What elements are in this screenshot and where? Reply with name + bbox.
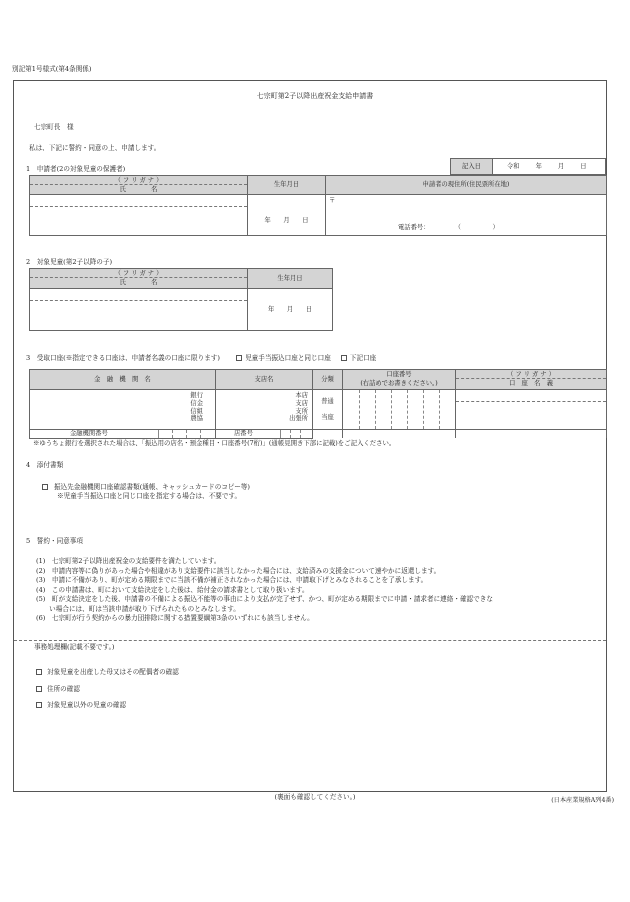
pledge-item: (4) この申請書は、町において支給決定をした後は、給付金の請求書として取り扱います。 [36,585,309,594]
section3-heading [26,355,376,363]
branch-type-label: 本店 [295,392,308,399]
attachment-item[interactable] [42,484,250,492]
account-number-note: (右詰めでお書きください。) [360,380,438,387]
section2-heading: 2 対象児童(第2子以降の子) [26,258,113,266]
paper-size-note: (日本産業規格A列4番) [551,797,614,804]
applicant-name-header: 氏 名 [119,186,158,193]
pledge-item: (5) 町が支給決定をした後、申請書の不備による振込不能等の事由により支払が完了せず、かつ、町が定める期限までに申請・請求者に連絡・確認できな [36,595,493,603]
section1-heading: 1 申請者(2の対象児童の保護者) [26,165,126,173]
day-label: 日 [580,162,587,170]
applicant-address-input[interactable] [326,195,607,236]
holder-furigana-header: （ フ リ ガ ナ ） [456,370,606,379]
year-label: 年 [535,162,542,170]
bank-name-input[interactable] [30,390,216,430]
bank-code-cell[interactable] [30,430,216,439]
account-type-header: 分類 [313,370,343,390]
postal-mark: 〒 [329,197,336,204]
option-below-account-label: 下記口座 [349,354,377,362]
bank-code-label: 金融機関番号 [70,430,108,437]
bank-type-label: 信組 [190,407,203,415]
section4-heading: 4 添付書類 [26,461,64,469]
pledge-item: (1) 七宗町第2子以降出産祝金の支給要件を満たしています。 [36,557,221,565]
account-type-label: 普通 [321,397,334,405]
section5-heading: 5 誓約・同意事項 [26,537,83,545]
option-below-account[interactable] [341,354,376,362]
footer-note: (裏面も確認してください。) [274,793,356,801]
yucho-note: ※ゆうちょ銀行を選択された場合は、「振込用の店名・預金種目・口座番号(7桁)」(通帳見開き下部に記載)をご記入ください。 [33,439,396,447]
child-name-header: 氏 名 [119,279,158,286]
era-label: 令和 [507,162,520,170]
office-check-label: 対象児童以外の児童の確認 [47,701,127,709]
child-birthdate-header: 生年月日 [248,269,333,289]
account-type-cell[interactable] [313,390,343,430]
option-same-account-label: 児童手当振込口座と同じ口座 [245,354,331,362]
intro-text: 私は、下記に誓約・同意の上、申請します。 [29,144,161,152]
account-number-header: 口座番号 [386,371,412,378]
account-type-label: 当座 [321,413,334,421]
checkbox-icon [341,355,347,361]
checkbox-icon [36,702,42,708]
branch-type-label: 出張所 [289,415,308,423]
applicant-name-input[interactable] [30,207,247,235]
attachment-item-label: 振込先金融機関口座確認書類(通帳、キャッシュカードのコピー等) [54,483,250,491]
month-label: 月 [557,162,565,170]
child-table [29,268,333,331]
branch-name-header: 支店名 [216,370,313,390]
attachment-note: ※児童手当振込口座と同じ口座を指定する場合は、不要です。 [57,492,242,500]
bank-type-label: 農協 [190,415,203,423]
office-check-label: 住所の確認 [47,685,80,693]
section3-heading-text: 3 受取口座(※指定できる口座は、申請者名義の口座に限ります) [26,354,220,362]
child-furigana-input[interactable] [30,289,247,301]
pledge-item: い場合には、町は当該申請が取り下げられたものとみなします。 [36,604,240,613]
branch-name-input[interactable] [216,390,313,430]
applicant-table [29,175,607,236]
pledge-list [36,557,493,624]
office-heading: 事務処理欄(記載不要です。) [34,643,115,651]
branch-code-label: 店番号 [234,430,253,437]
applicant-address-header: 申請者の現住所(住民票所在地) [326,176,607,195]
checkbox-icon [36,686,42,692]
entry-date-field[interactable] [493,159,606,175]
checkbox-icon [42,484,48,490]
bank-type-label: 信金 [190,399,203,407]
child-name-input[interactable] [30,301,247,330]
checkbox-icon [36,669,42,675]
office-check[interactable] [36,669,179,677]
entry-date-label: 記入日 [451,159,493,175]
bank-name-header: 金 融 機 関 名 [30,370,216,390]
checkbox-icon [236,355,242,361]
office-check[interactable] [36,702,126,710]
pledge-item: (2) 申請内容等に偽りがあった場合や相違があり支給要件に該当しなかった場合には、支給済みの支援金について速やかに返還します。 [36,566,441,575]
account-number-input[interactable] [343,390,456,430]
phone-label: 電話番号： （ ） [398,224,499,232]
option-same-account[interactable] [236,354,331,362]
entry-date-table [450,158,606,175]
pledge-item: (3) 申請に不備があり、町が定める期限までに当該不備が補正されなかった場合には、申請取下げとみなされることを了承します。 [36,576,428,584]
child-birthdate-input[interactable]: 年 月 日 [248,289,333,331]
bank-type-label: 銀行 [190,392,203,399]
applicant-furigana-header: （ フ リ ガ ナ ） [30,176,247,185]
addressee: 七宗町長 様 [34,123,74,131]
pledge-item: (6) 七宗町が行う契約からの暴力団排除に関する措置要綱第3条のいずれにも該当しません。 [36,614,314,622]
applicant-furigana-input[interactable] [30,195,247,207]
applicant-birthdate-input[interactable]: 年 月 日 [248,195,326,236]
form-id: 別記第1号様式(第4条関係) [12,65,92,73]
office-check[interactable] [36,686,80,694]
holder-input[interactable] [456,390,607,430]
office-divider [14,640,606,641]
branch-code-cell[interactable] [216,430,313,439]
branch-type-label: 支店 [295,399,308,407]
branch-type-label: 支所 [295,407,308,415]
child-furigana-header: （ フ リ ガ ナ ） [30,269,247,278]
bank-table [29,369,607,439]
form-title: 七宗町第2子以降出産祝金支給申請書 [256,92,374,100]
applicant-birthdate-header: 生年月日 [248,176,326,195]
holder-name-header: 口 座 名 義 [508,380,554,387]
office-check-label: 対象児童を出産した母又はその配偶者の確認 [47,668,179,676]
